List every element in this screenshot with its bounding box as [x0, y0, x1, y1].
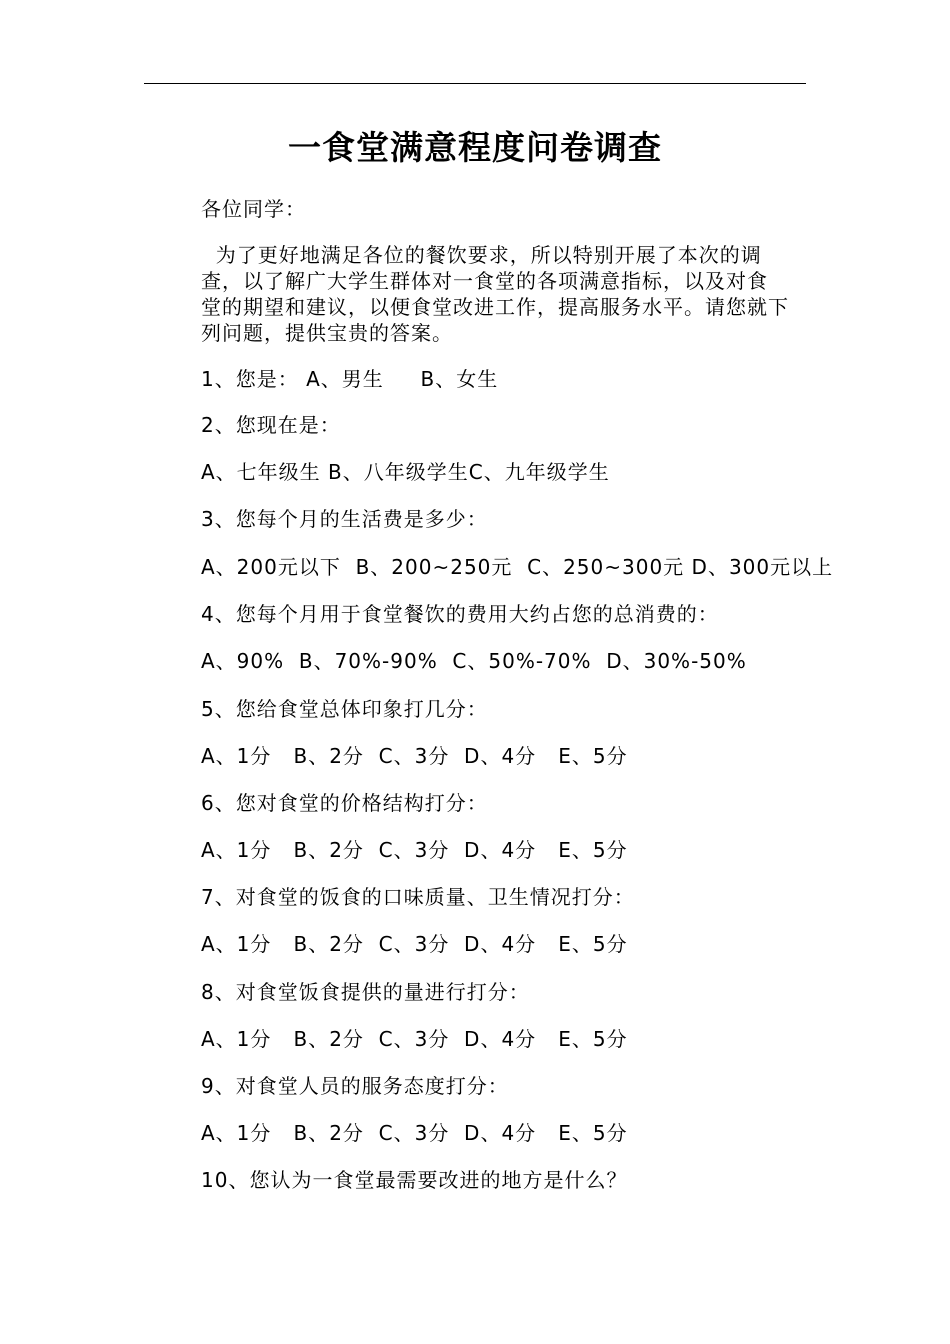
question-2-options: A、七年级生 B、八年级学生C、九年级学生 — [201, 460, 610, 484]
question-9-options: A、1分 B、2分 C、3分 D、4分 E、5分 — [201, 1121, 628, 1145]
question-8-options: A、1分 B、2分 C、3分 D、4分 E、5分 — [201, 1027, 628, 1051]
header-rule — [144, 83, 806, 84]
question-5-options: A、1分 B、2分 C、3分 D、4分 E、5分 — [201, 744, 628, 768]
intro-line: 查，以了解广大学生群体对一食堂的各项满意指标，以及对食 — [201, 269, 768, 293]
question-3-options: A、200元以下 B、200~250元 C、250~300元 D、300元以上 — [201, 555, 834, 579]
question-5: 5、您给食堂总体印象打几分： — [201, 697, 488, 721]
question-7: 7、对食堂的饭食的口味质量、卫生情况打分： — [201, 885, 635, 909]
question-9: 9、对食堂人员的服务态度打分： — [201, 1074, 509, 1098]
greeting: 各位同学： — [201, 197, 306, 221]
question-1: 1、您是： A、男生 B、女生 — [201, 367, 499, 391]
intro-line: 列问题，提供宝贵的答案。 — [201, 321, 453, 345]
intro-line: 堂的期望和建议，以便食堂改进工作，提高服务水平。请您就下 — [201, 295, 789, 319]
question-2: 2、您现在是： — [201, 413, 341, 437]
question-3: 3、您每个月的生活费是多少： — [201, 507, 488, 531]
question-4: 4、您每个月用于食堂餐饮的费用大约占您的总消费的： — [201, 602, 719, 626]
question-10: 10、您认为一食堂最需要改进的地方是什么？ — [201, 1168, 628, 1192]
document-title: 一食堂满意程度问卷调查 — [288, 128, 662, 167]
question-7-options: A、1分 B、2分 C、3分 D、4分 E、5分 — [201, 932, 628, 956]
question-4-options: A、90% B、70%-90% C、50%-70% D、30%-50% — [201, 649, 747, 673]
question-8: 8、对食堂饭食提供的量进行打分： — [201, 980, 530, 1004]
question-6: 6、您对食堂的价格结构打分： — [201, 791, 488, 815]
intro-paragraph — [201, 242, 807, 346]
intro-line: 为了更好地满足各位的餐饮要求，所以特别开展了本次的调 — [201, 243, 762, 267]
question-6-options: A、1分 B、2分 C、3分 D、4分 E、5分 — [201, 838, 628, 862]
